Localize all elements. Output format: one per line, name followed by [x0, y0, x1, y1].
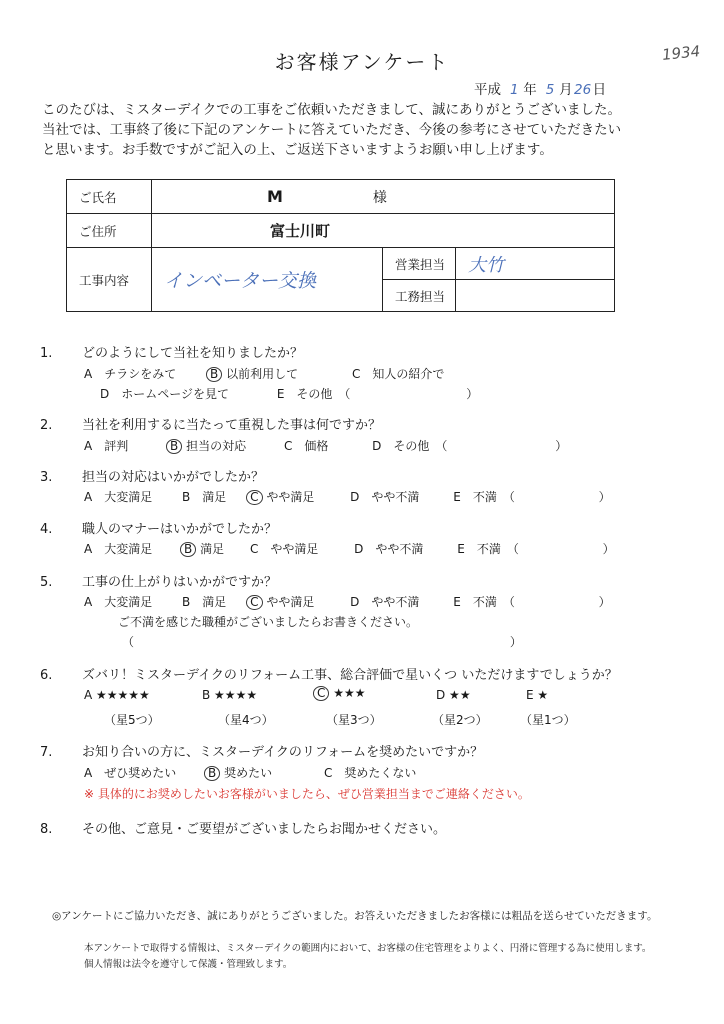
question-1-options-row1 [84, 365, 444, 382]
option-b[interactable]: B 満足 [182, 490, 227, 504]
question-number: 5. [40, 575, 53, 590]
star-label-1: （星1つ） [520, 713, 576, 727]
question-5 [40, 571, 277, 590]
question-4-options [84, 540, 615, 557]
question-number: 6. [40, 668, 53, 683]
page-title: お客様アンケート [274, 50, 450, 74]
option-e[interactable]: E 不満 （ [453, 490, 515, 504]
footer-privacy-1: 本アンケートで取得する情報は、ミスターデイクの範囲内において、お客様の住宅管理をよりよく、円滑に管理する為に使用します。 [84, 943, 652, 954]
sales-label: 営業担当 [383, 248, 456, 280]
paren-close: ） [602, 542, 615, 556]
option-a[interactable]: A 評判 [84, 439, 129, 453]
question-number: 3. [40, 470, 53, 485]
date-day[interactable]: 26 [574, 82, 592, 98]
star-label-4: （星4つ） [218, 713, 274, 727]
question-6 [40, 664, 618, 683]
name-value: M [267, 186, 283, 206]
date-month[interactable]: 5 [545, 82, 555, 98]
work-label: 工事内容 [67, 248, 152, 312]
date-line [474, 78, 606, 98]
paren-close: ） [466, 387, 479, 401]
question-text: 工事の仕上がりはいかがですか？ [82, 575, 278, 590]
question-8 [40, 818, 446, 837]
option-c[interactable]: C 価格 [283, 439, 329, 453]
option-e[interactable]: E 不満 （ [457, 542, 519, 556]
option-a[interactable]: A ぜひ奨めたい [84, 766, 177, 780]
question-number: 1. [40, 346, 53, 361]
paren-close: ） [555, 439, 568, 453]
question-text: どのようにして当社を知りましたか？ [82, 346, 304, 361]
address-label: ご住所 [67, 214, 152, 248]
honorific: 様 [372, 189, 387, 206]
paren-close: ） [598, 595, 611, 609]
star-label-3: （星3つ） [326, 713, 382, 727]
option-b-label: 以前利用して [226, 367, 299, 381]
option-e[interactable]: E 不満 （ [453, 595, 515, 609]
option-d[interactable]: D ホームページを見て [100, 387, 230, 401]
star-label-5: （星5つ） [104, 713, 160, 727]
address-value: 富士川町 [270, 222, 331, 240]
question-number: 8. [40, 822, 53, 837]
option-e[interactable]: E その他 （ [276, 387, 351, 401]
date-year-unit: 年 [523, 82, 537, 98]
intro-line: と思います。お手数ですがご記入の上、ご返送下さいますようお願い申し上げます。 [42, 142, 553, 158]
sales-cell[interactable] [456, 248, 615, 280]
star-option-b[interactable]: B ★★★★ [202, 688, 258, 702]
address-cell[interactable] [152, 214, 615, 248]
star-label-2: （星2つ） [432, 713, 488, 727]
work-cell[interactable] [152, 248, 383, 312]
option-c-label: やや満足 [266, 490, 315, 504]
engineering-cell[interactable] [456, 280, 615, 312]
question-text: その他、ご意見・ご要望がございましたらお聞かせください。 [82, 822, 447, 837]
name-label: ご氏名 [67, 180, 152, 214]
paren-open: （ [122, 635, 135, 649]
question-7-options [84, 764, 416, 781]
question-text: 担当の対応はいかがでしたか？ [82, 470, 265, 485]
question-1 [40, 342, 303, 361]
star-option-c-selected[interactable] [313, 686, 366, 701]
question-5-comment-field[interactable] [122, 633, 522, 650]
sales-value: 大竹 [468, 254, 504, 276]
option-d[interactable]: D やや不満 [354, 542, 424, 556]
paren-close: ） [509, 635, 522, 649]
option-a[interactable]: A チラシをみて [84, 367, 177, 381]
question-text: お知り合いの方に、ミスターデイクのリフォームを奨めたいですか？ [82, 745, 484, 760]
question-5-subprompt: ご不満を感じた職種がございましたらお書きください。 [118, 615, 419, 629]
date-day-unit: 日 [592, 82, 607, 98]
option-b[interactable]: B 満足 [182, 595, 227, 609]
option-d[interactable]: D その他 （ [372, 439, 448, 453]
option-c[interactable]: C 知人の紹介で [351, 367, 445, 381]
option-b-label: 担当の対応 [186, 439, 247, 453]
star-option-d[interactable]: D ★★ [436, 688, 471, 702]
star-option-e[interactable]: E ★ [526, 688, 549, 702]
option-b-selected[interactable]: B [180, 542, 196, 557]
question-text: 当社を利用するに当たって重視した事は何ですか？ [82, 418, 382, 433]
option-c[interactable]: C 奨めたくない [323, 766, 417, 780]
question-2-options [84, 437, 567, 454]
option-b-selected[interactable]: B [206, 367, 222, 382]
date-year[interactable]: 1 [510, 82, 519, 98]
date-era: 平成 [474, 82, 501, 98]
question-number: 2. [40, 418, 53, 433]
question-3 [40, 466, 264, 485]
work-value: インベーター交換 [164, 270, 317, 292]
option-d[interactable]: D やや不満 [350, 595, 420, 609]
question-text: 職人のマナーはいかがでしたか？ [82, 522, 278, 537]
option-c-label: やや満足 [266, 595, 315, 609]
name-cell[interactable] [152, 180, 615, 214]
footer-privacy-2: 個人情報は法令を遵守して保護・管理致します。 [84, 959, 293, 970]
option-b-label: 奨めたい [224, 766, 273, 780]
option-c-stars: ★★★ [333, 686, 366, 700]
option-c-mark: C [313, 686, 329, 701]
question-1-options-row2 [100, 385, 478, 402]
option-c-selected[interactable]: C [246, 595, 262, 610]
question-3-options [84, 488, 611, 505]
option-b-selected[interactable]: B [166, 439, 182, 454]
intro-line: 当社では、工事終了後に下記のアンケートに答えていただき、今後の参考にさせていただきたい [42, 122, 622, 138]
customer-info-table [66, 179, 615, 312]
question-number: 7. [40, 745, 53, 760]
question-number: 4. [40, 522, 53, 537]
option-b-label: 満足 [200, 542, 225, 556]
star-option-a[interactable]: A ★★★★★ [84, 688, 150, 702]
option-a[interactable]: A 大変満足 [84, 490, 153, 504]
question-text: ズバリ！ミスターデイクのリフォーム工事、総合評価で星いくつ いただけますでしょうか？ [82, 668, 618, 683]
option-a[interactable]: A 大変満足 [84, 595, 153, 609]
engineering-label: 工務担当 [383, 280, 456, 312]
date-month-unit: 月 [559, 82, 573, 98]
question-2 [40, 414, 381, 433]
option-b-selected[interactable]: B [204, 766, 220, 781]
option-a[interactable]: A 大変満足 [84, 542, 153, 556]
option-c-selected[interactable]: C [246, 490, 262, 505]
intro-line: このたびは、ミスターデイクでの工事をご依頼いただきまして、誠にありがとうございました。 [42, 102, 622, 118]
document-number: 1934 [661, 42, 702, 64]
question-7 [40, 741, 483, 760]
question-5-options [84, 593, 611, 610]
paren-close: ） [598, 490, 611, 504]
option-c[interactable]: C やや満足 [249, 542, 319, 556]
option-d[interactable]: D やや不満 [350, 490, 420, 504]
intro-text [42, 100, 692, 160]
question-4 [40, 518, 277, 537]
footer-thanks: ◎アンケートにご協力いただき、誠にありがとうございました。お答えいただきましたお客様には粗品を送らせていただきます。 [52, 910, 658, 922]
referral-note: ※ 具体的にお奨めしたいお客様がいましたら、ぜひ営業担当までご連絡ください。 [84, 787, 530, 801]
